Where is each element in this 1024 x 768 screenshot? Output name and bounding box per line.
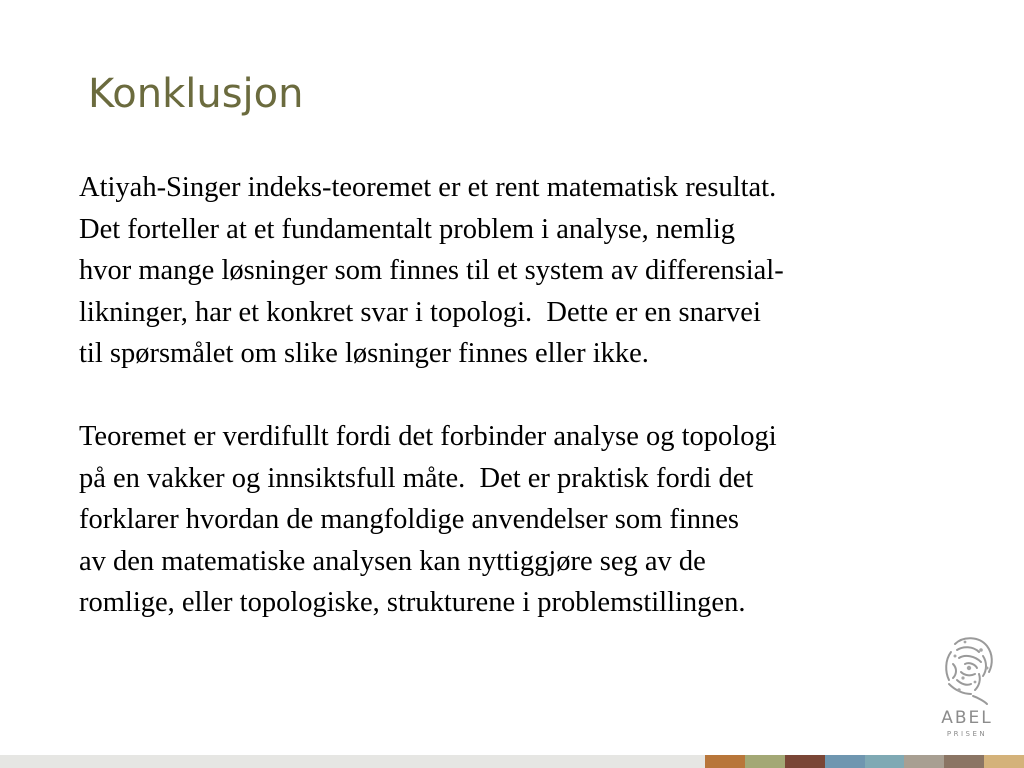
paragraph-line: forklarer hvordan de mangfoldige anvendelser som finnes	[79, 504, 740, 535]
paragraph-line: av den matematiske analysen kan nyttiggjøre seg av de	[79, 545, 706, 577]
footer-gray-band	[0, 755, 705, 768]
footer-swatch	[705, 755, 745, 768]
footer-swatch	[745, 755, 785, 768]
paragraph-2	[79, 416, 979, 624]
paragraph-line: likninger, har et konkret svar i topologi. Dette er en snarvei	[79, 296, 761, 328]
slide-body	[79, 167, 979, 624]
paragraph-line: Teoremet er verdifullt fordi det forbinder analyse og topologi	[79, 421, 777, 452]
paragraph-line: på en vakker og innsiktsfull måte. Det er praktisk fordi det	[79, 462, 754, 494]
abel-prize-logo	[931, 634, 1003, 744]
footer-swatch	[865, 755, 905, 768]
paragraph-line: hvor mange løsninger som finnes til et system av differensial-	[79, 255, 784, 286]
abel-portrait-icon	[935, 634, 999, 706]
paragraph-line: romlige, eller topologiske, strukturene i problemstillingen.	[79, 587, 746, 618]
logo-subtitle: PRISEN	[946, 730, 988, 738]
paragraph-line: Atiyah-Singer indeks-teoremet er et rent matematisk resultat.	[79, 172, 777, 203]
footer-swatch	[984, 755, 1024, 768]
paragraph-1	[79, 167, 979, 375]
paragraph-line: Det forteller at et fundamentalt problem i analyse, nemlig	[79, 213, 736, 245]
footer-color-bar	[0, 755, 1024, 768]
logo-name: ABEL	[941, 708, 993, 728]
footer-swatch	[825, 755, 865, 768]
paragraph-line: til spørsmålet om slike løsninger finnes eller ikke.	[79, 338, 649, 369]
footer-swatch	[944, 755, 984, 768]
footer-swatch	[785, 755, 825, 768]
slide-title: Konklusjon	[88, 71, 304, 117]
footer-swatch	[904, 755, 944, 768]
